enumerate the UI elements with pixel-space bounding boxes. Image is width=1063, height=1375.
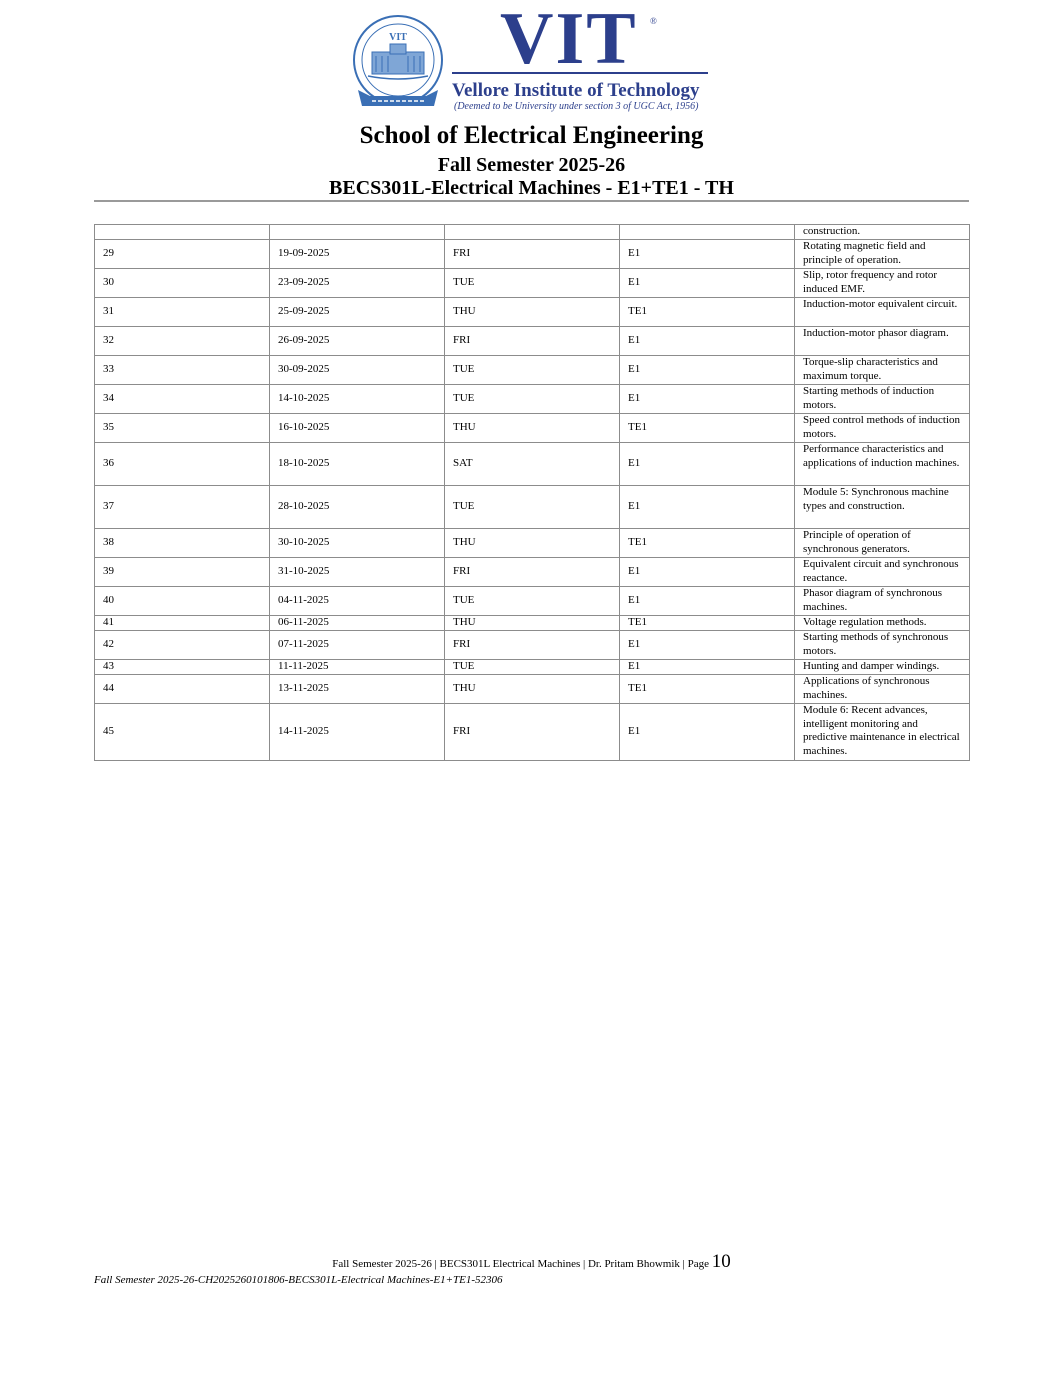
slot-cell: E1 bbox=[620, 486, 795, 529]
day-cell: THU bbox=[445, 298, 620, 327]
lecture-number-cell: 43 bbox=[95, 660, 270, 675]
vit-logo bbox=[350, 0, 710, 116]
slot-cell: TE1 bbox=[620, 414, 795, 443]
day-cell: THU bbox=[445, 616, 620, 631]
topic-cell: Induction-motor equivalent circuit. bbox=[795, 298, 970, 327]
topic-cell: Phasor diagram of synchronous machines. bbox=[795, 587, 970, 616]
table-row bbox=[95, 356, 970, 385]
topic-cell: Induction-motor phasor diagram. bbox=[795, 327, 970, 356]
document-reference: Fall Semester 2025-26-CH2025260101806-BECS301L-Electrical Machines-E1+TE1-52306 bbox=[94, 1274, 503, 1286]
day-cell: TUE bbox=[445, 660, 620, 675]
table-row bbox=[95, 240, 970, 269]
day-cell: TUE bbox=[445, 356, 620, 385]
course-title: BECS301L-Electrical Machines - E1+TE1 - TH bbox=[329, 177, 734, 199]
lecture-number-cell: 44 bbox=[95, 675, 270, 704]
day-cell: THU bbox=[445, 529, 620, 558]
day-cell: TUE bbox=[445, 587, 620, 616]
table-row bbox=[95, 529, 970, 558]
page-number: 10 bbox=[711, 1251, 731, 1272]
slot-cell: E1 bbox=[620, 704, 795, 761]
date-cell: 30-10-2025 bbox=[270, 529, 445, 558]
date-cell: 14-10-2025 bbox=[270, 385, 445, 414]
slot-cell: E1 bbox=[620, 385, 795, 414]
date-cell: 04-11-2025 bbox=[270, 587, 445, 616]
lecture-number-cell: 39 bbox=[95, 558, 270, 587]
topic-cell: Starting methods of synchronous motors. bbox=[795, 631, 970, 660]
slot-cell: E1 bbox=[620, 558, 795, 587]
date-cell: 25-09-2025 bbox=[270, 298, 445, 327]
date-cell: 16-10-2025 bbox=[270, 414, 445, 443]
topic-cell: Applications of synchronous machines. bbox=[795, 675, 970, 704]
table-row bbox=[95, 327, 970, 356]
date-cell: 18-10-2025 bbox=[270, 443, 445, 486]
table-row bbox=[95, 558, 970, 587]
table-row bbox=[95, 704, 970, 761]
lecture-number-cell: 33 bbox=[95, 356, 270, 385]
lecture-number-cell: 30 bbox=[95, 269, 270, 298]
lecture-number-cell: 42 bbox=[95, 631, 270, 660]
date-cell: 06-11-2025 bbox=[270, 616, 445, 631]
slot-cell: E1 bbox=[620, 327, 795, 356]
table-row bbox=[95, 616, 970, 631]
day-cell: THU bbox=[445, 675, 620, 704]
slot-cell: E1 bbox=[620, 587, 795, 616]
slot-cell: E1 bbox=[620, 240, 795, 269]
lecture-number-cell: 45 bbox=[95, 704, 270, 761]
footer-text: Fall Semester 2025-26 | BECS301L Electrical Machines | Dr. Pritam Bhowmik | Page bbox=[332, 1258, 710, 1270]
table-row bbox=[95, 414, 970, 443]
slot-cell: E1 bbox=[620, 356, 795, 385]
topic-cell: Rotating magnetic field and principle of operation. bbox=[795, 240, 970, 269]
topic-cell: Starting methods of induction motors. bbox=[795, 385, 970, 414]
semester-title: Fall Semester 2025-26 bbox=[437, 154, 626, 176]
day-cell: TUE bbox=[445, 269, 620, 298]
lecture-number-cell: 38 bbox=[95, 529, 270, 558]
table-row bbox=[95, 486, 970, 529]
slot-cell: TE1 bbox=[620, 675, 795, 704]
table-row bbox=[95, 675, 970, 704]
lecture-number-cell: 41 bbox=[95, 616, 270, 631]
vit-wordmark: VIT bbox=[500, 0, 638, 80]
lecture-number-cell: 32 bbox=[95, 327, 270, 356]
date-cell: 23-09-2025 bbox=[270, 269, 445, 298]
date-cell: 14-11-2025 bbox=[270, 704, 445, 761]
day-cell bbox=[445, 225, 620, 240]
lecture-number-cell: 31 bbox=[95, 298, 270, 327]
table-row bbox=[95, 225, 970, 240]
topic-cell: Torque-slip characteristics and maximum torque. bbox=[795, 356, 970, 385]
day-cell: FRI bbox=[445, 631, 620, 660]
schedule-body bbox=[95, 225, 970, 761]
date-cell: 11-11-2025 bbox=[270, 660, 445, 675]
topic-cell: Equivalent circuit and synchronous reactance. bbox=[795, 558, 970, 587]
slot-cell: TE1 bbox=[620, 616, 795, 631]
table-row bbox=[95, 298, 970, 327]
topic-cell: Performance characteristics and applications of induction machines. bbox=[795, 443, 970, 486]
lecture-schedule-table bbox=[94, 224, 970, 761]
table-row bbox=[95, 660, 970, 675]
date-cell: 30-09-2025 bbox=[270, 356, 445, 385]
slot-cell: TE1 bbox=[620, 529, 795, 558]
day-cell: TUE bbox=[445, 486, 620, 529]
lecture-number-cell bbox=[95, 225, 270, 240]
lecture-number-cell: 34 bbox=[95, 385, 270, 414]
header-divider bbox=[94, 200, 969, 202]
table-row bbox=[95, 269, 970, 298]
seal-text: VIT bbox=[389, 32, 407, 43]
slot-cell: E1 bbox=[620, 443, 795, 486]
logo-divider bbox=[452, 72, 708, 74]
day-cell: TUE bbox=[445, 385, 620, 414]
date-cell: 07-11-2025 bbox=[270, 631, 445, 660]
institute-tagline: (Deemed to be University under section 3 of UGC Act, 1956) bbox=[454, 101, 699, 112]
table-row bbox=[95, 587, 970, 616]
day-cell: FRI bbox=[445, 558, 620, 587]
vit-seal-icon bbox=[350, 12, 446, 112]
topic-cell: construction. bbox=[795, 225, 970, 240]
date-cell: 31-10-2025 bbox=[270, 558, 445, 587]
day-cell: SAT bbox=[445, 443, 620, 486]
slot-cell bbox=[620, 225, 795, 240]
table-row bbox=[95, 385, 970, 414]
slot-cell: E1 bbox=[620, 660, 795, 675]
topic-cell: Module 5: Synchronous machine types and construction. bbox=[795, 486, 970, 529]
date-cell: 28-10-2025 bbox=[270, 486, 445, 529]
topic-cell: Hunting and damper windings. bbox=[795, 660, 970, 675]
slot-cell: TE1 bbox=[620, 298, 795, 327]
day-cell: FRI bbox=[445, 240, 620, 269]
day-cell: FRI bbox=[445, 327, 620, 356]
lecture-number-cell: 35 bbox=[95, 414, 270, 443]
page-footer bbox=[0, 1251, 1063, 1273]
topic-cell: Principle of operation of synchronous generators. bbox=[795, 529, 970, 558]
slot-cell: E1 bbox=[620, 631, 795, 660]
topic-cell: Module 6: Recent advances, intelligent monitoring and predictive maintenance in electrical machines. bbox=[795, 704, 970, 761]
table-row bbox=[95, 631, 970, 660]
topic-cell: Slip, rotor frequency and rotor induced EMF. bbox=[795, 269, 970, 298]
slot-cell: E1 bbox=[620, 269, 795, 298]
date-cell: 13-11-2025 bbox=[270, 675, 445, 704]
lecture-number-cell: 40 bbox=[95, 587, 270, 616]
topic-cell: Speed control methods of induction motors. bbox=[795, 414, 970, 443]
school-title: School of Electrical Engineering bbox=[359, 122, 704, 149]
lecture-number-cell: 37 bbox=[95, 486, 270, 529]
lecture-number-cell: 29 bbox=[95, 240, 270, 269]
table-row bbox=[95, 443, 970, 486]
topic-cell: Voltage regulation methods. bbox=[795, 616, 970, 631]
institute-name: Vellore Institute of Technology bbox=[452, 80, 700, 101]
registered-mark: ® bbox=[650, 16, 657, 26]
day-cell: FRI bbox=[445, 704, 620, 761]
day-cell: THU bbox=[445, 414, 620, 443]
date-cell: 19-09-2025 bbox=[270, 240, 445, 269]
date-cell: 26-09-2025 bbox=[270, 327, 445, 356]
date-cell bbox=[270, 225, 445, 240]
lecture-number-cell: 36 bbox=[95, 443, 270, 486]
